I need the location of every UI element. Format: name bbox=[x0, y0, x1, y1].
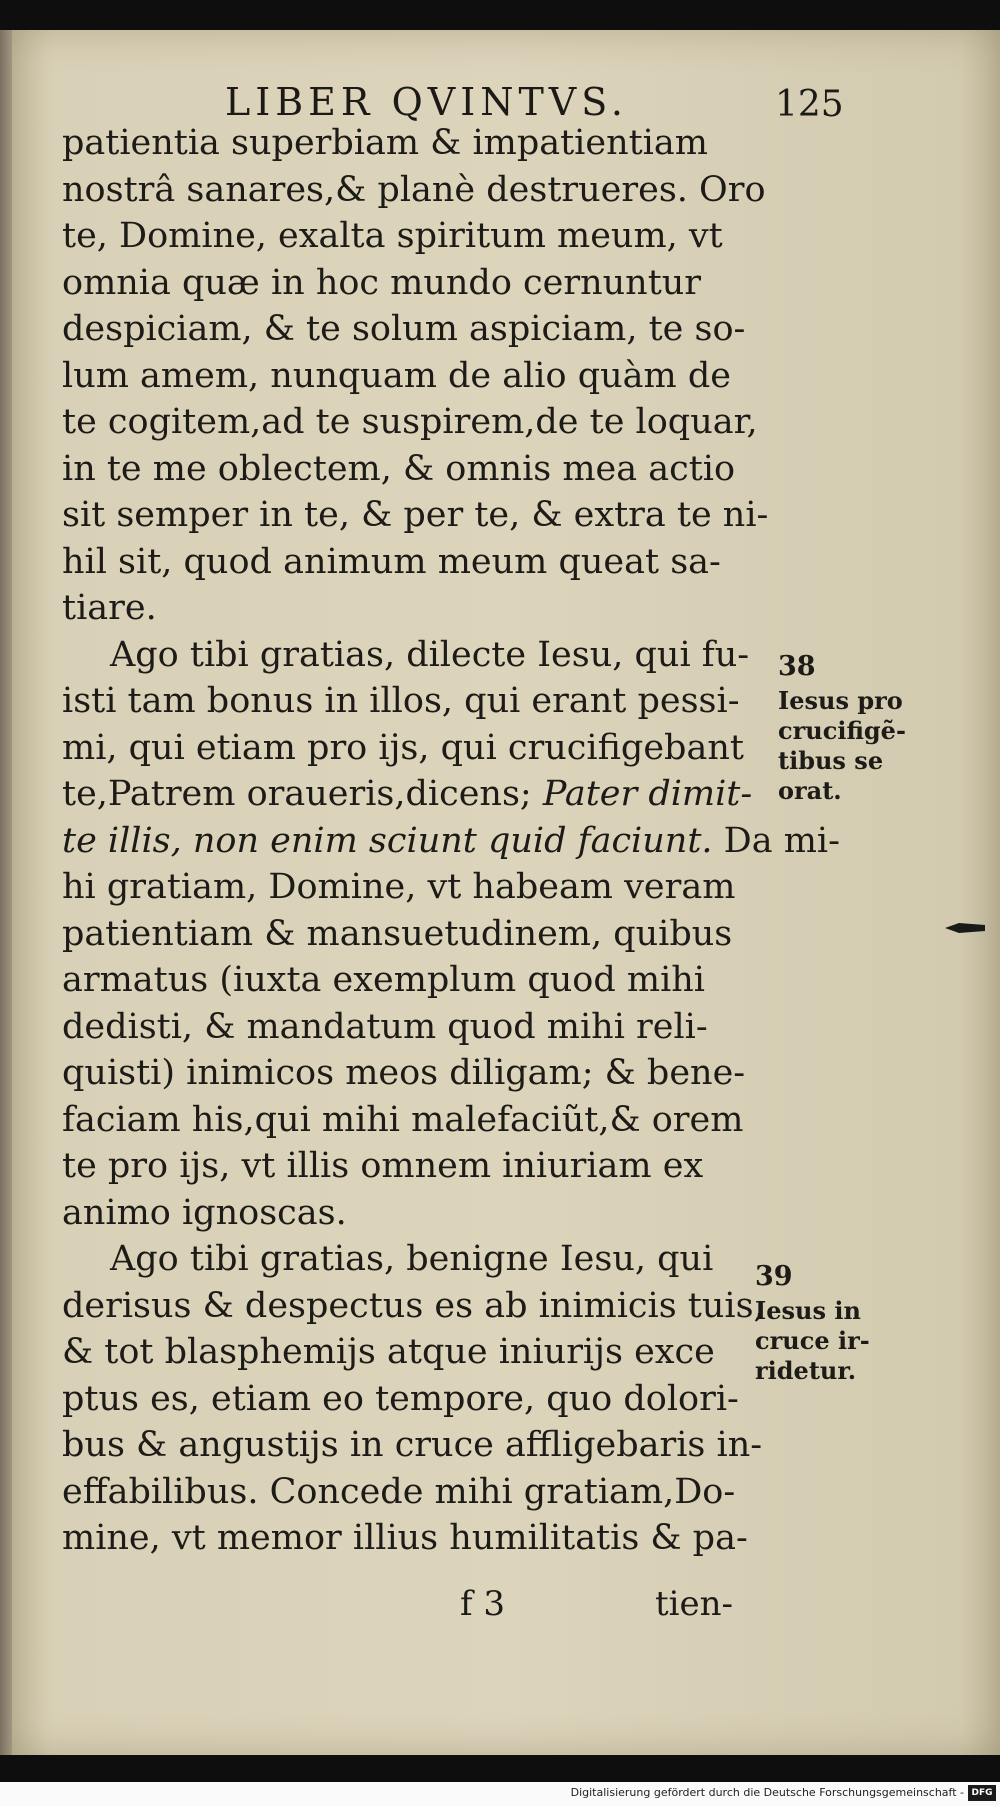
margin-note-number: 39 bbox=[755, 1261, 793, 1292]
margin-note-line: tibus se bbox=[778, 746, 884, 775]
folio-number: 125 bbox=[775, 84, 844, 125]
text-line bbox=[62, 167, 766, 214]
text-line-tail: Da mi- bbox=[712, 820, 840, 861]
catchword: tien- bbox=[655, 1584, 734, 1624]
text-line bbox=[62, 771, 762, 818]
text-line bbox=[62, 353, 762, 400]
text-line-content: ptus es, etiam eo tempore, quo dolori- bbox=[62, 1378, 739, 1419]
margin-note-line: ridetur. bbox=[755, 1356, 857, 1385]
text-line bbox=[62, 1004, 762, 1051]
text-line bbox=[62, 213, 762, 260]
text-line-content: te pro ijs, vt illis omnem iniuriam ex bbox=[62, 1146, 704, 1186]
text-line bbox=[62, 260, 762, 307]
text-line-content: tiare. bbox=[62, 588, 157, 628]
text-line-content: patientia superbiam & impatientiam bbox=[62, 123, 708, 163]
text-line bbox=[62, 492, 769, 539]
text-line-content: derisus & despectus es ab inimicis tuis, bbox=[62, 1285, 765, 1326]
text-line bbox=[62, 818, 840, 865]
credit-bar bbox=[0, 1782, 1000, 1806]
credit-text: Digitalisierung gefördert durch die Deutsche Forschungsgemeinschaft - bbox=[570, 1786, 964, 1799]
text-line bbox=[62, 1236, 762, 1283]
manicule-icon bbox=[945, 922, 985, 934]
text-line bbox=[62, 1190, 762, 1237]
text-line-italic: Pater dimit- bbox=[542, 774, 753, 814]
text-line bbox=[62, 632, 762, 679]
text-line-content: in te me oblectem, & omnis mea actio bbox=[62, 448, 736, 489]
text-line bbox=[62, 1097, 762, 1144]
text-line-content: effabilibus. Concede mihi gratiam,Do- bbox=[62, 1471, 736, 1512]
text-line bbox=[62, 911, 762, 958]
text-line bbox=[62, 1283, 765, 1330]
signature-mark: f 3 bbox=[460, 1584, 506, 1624]
margin-note-39 bbox=[755, 1262, 870, 1386]
text-line bbox=[62, 399, 762, 446]
text-line bbox=[62, 120, 762, 167]
margin-note-number: 38 bbox=[778, 651, 816, 682]
text-line bbox=[62, 725, 762, 772]
margin-note-line: crucifigẽ- bbox=[778, 716, 906, 745]
text-line bbox=[62, 1422, 762, 1469]
text-line-content: te, Domine, exalta spiritum meum, vt bbox=[62, 216, 723, 256]
margin-note-38 bbox=[778, 652, 906, 806]
text-line-content: nostrâ sanares,& planè destrueres. Oro bbox=[62, 169, 766, 210]
margin-note-line: cruce ir- bbox=[755, 1326, 870, 1355]
margin-note-line: Iesus pro bbox=[778, 686, 903, 715]
text-line-content: quisti) inimicos meos diligam; & bene- bbox=[62, 1053, 746, 1093]
text-line-content: sit semper in te, & per te, & extra te ni- bbox=[62, 495, 769, 535]
text-line bbox=[62, 539, 762, 586]
text-line-content: hi gratiam, Domine, vt habeam veram bbox=[62, 867, 736, 907]
page-header bbox=[0, 50, 1000, 125]
text-line-content: omnia quæ in hoc mundo cernuntur bbox=[62, 262, 702, 303]
text-line-content: Ago tibi gratias, benigne Iesu, qui bbox=[110, 1239, 714, 1279]
text-line bbox=[62, 1050, 762, 1097]
margin-note-line: orat. bbox=[778, 776, 842, 805]
text-line-content: animo ignoscas. bbox=[62, 1192, 347, 1233]
text-line bbox=[62, 1376, 762, 1423]
text-line bbox=[62, 1143, 762, 1190]
text-line-content: faciam his,qui mihi malefaciũt,& orem bbox=[62, 1099, 744, 1140]
text-line bbox=[62, 1469, 762, 1516]
text-line-content: despiciam, & te solum aspiciam, te so- bbox=[62, 309, 746, 349]
text-line-content: mi, qui etiam pro ijs, qui crucifigebant bbox=[62, 727, 744, 768]
text-line-content: lum amem, nunquam de alio quàm de bbox=[62, 355, 731, 396]
text-line-content: armatus (iuxta exemplum quod mihi bbox=[62, 960, 706, 1000]
text-line bbox=[62, 585, 762, 632]
text-line-italic: te illis, non enim sciunt quid faciunt. bbox=[62, 820, 713, 861]
text-line bbox=[62, 1515, 762, 1562]
text-line bbox=[62, 678, 762, 725]
text-line-content: isti tam bonus in illos, qui erant pessi- bbox=[62, 681, 740, 721]
text-line bbox=[62, 446, 762, 493]
text-line-content: mine, vt memor illius humilitatis & pa- bbox=[62, 1518, 748, 1558]
text-line-content: hil sit, quod animum meum queat sa- bbox=[62, 541, 721, 582]
dfg-logo: DFG bbox=[968, 1785, 996, 1801]
text-line-content: dedisti, & mandatum quod mihi reli- bbox=[62, 1006, 708, 1047]
text-line-content: & tot blasphemijs atque iniurijs exce bbox=[62, 1332, 715, 1372]
text-line bbox=[62, 306, 762, 353]
text-line bbox=[62, 864, 762, 911]
margin-note-line: Iesus in bbox=[755, 1296, 861, 1325]
text-line bbox=[62, 957, 762, 1004]
page-footer-line bbox=[0, 1584, 1000, 1634]
text-line-content: patientiam & mansuetudinem, quibus bbox=[62, 913, 733, 954]
running-head: LIBER QVINTVS. bbox=[225, 80, 629, 124]
text-line bbox=[62, 1329, 762, 1376]
text-line-content: te,Patrem oraueris,dicens; bbox=[62, 774, 543, 814]
text-line-content: te cogitem,ad te suspirem,de te loquar, bbox=[62, 402, 758, 442]
text-line-content: bus & angustijs in cruce affligebaris in- bbox=[62, 1425, 763, 1465]
text-line-content: Ago tibi gratias, dilecte Iesu, qui fu- bbox=[110, 634, 750, 675]
